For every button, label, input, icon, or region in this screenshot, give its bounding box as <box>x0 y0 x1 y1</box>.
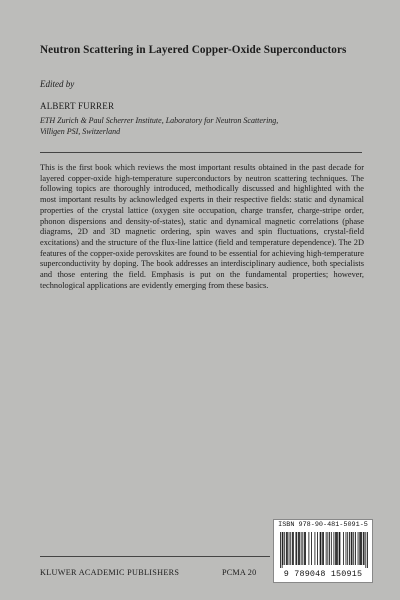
barcode-bar <box>340 532 341 565</box>
barcode-bar <box>361 532 362 565</box>
isbn-label: ISBN 978-90-481-5091-5 <box>278 521 368 529</box>
bottom-divider <box>40 556 270 557</box>
barcode-bar <box>289 532 290 565</box>
barcode-bar <box>351 532 352 565</box>
barcode-bar <box>358 532 359 565</box>
barcode-bar <box>365 532 366 568</box>
barcode-bar <box>331 532 332 565</box>
barcode-bar <box>302 532 303 565</box>
barcode-bar <box>296 532 297 565</box>
barcode-bar <box>347 532 348 565</box>
barcode-bar <box>290 532 291 565</box>
series-number: PCMA 20 <box>222 568 257 577</box>
barcode-bar <box>292 532 293 565</box>
isbn-barcode-block <box>273 519 373 583</box>
barcode-bar <box>299 532 300 565</box>
barcode-bar <box>339 532 340 565</box>
barcode-bar <box>283 532 284 565</box>
barcode-bar <box>326 532 327 565</box>
barcode-bar <box>343 532 344 565</box>
editor-affiliation <box>40 115 340 137</box>
affiliation-line-2: Villigen PSI, Switzerland <box>40 127 121 136</box>
barcode-bar <box>301 532 302 565</box>
affiliation-line-1: ETH Zurich & Paul Scherrer Institute, Laboratory for Neutron Scattering, <box>40 116 279 125</box>
barcode-bar <box>359 532 360 565</box>
barcode-bar <box>335 532 336 565</box>
barcode-bar <box>280 532 281 568</box>
barcode-bar <box>298 532 299 565</box>
barcode-bar <box>337 532 338 565</box>
barcode-bar <box>336 532 337 565</box>
barcode-bar <box>284 532 285 565</box>
barcode-bar <box>367 532 368 568</box>
barcode-bar <box>363 532 364 565</box>
barcode-digits: 9 789048 150915 <box>283 569 363 579</box>
barcode-bar <box>317 532 318 565</box>
barcode-bar <box>308 532 309 565</box>
barcode-bar <box>323 532 324 565</box>
barcode-bar <box>282 532 283 568</box>
barcode-bar <box>327 532 328 565</box>
barcode-bar <box>333 532 334 565</box>
barcode-bar <box>360 532 361 565</box>
barcode-bar <box>293 532 294 565</box>
barcode-bar <box>315 532 316 565</box>
barcode-bar <box>321 532 322 565</box>
barcode-bar <box>320 532 321 565</box>
barcode-bar <box>352 532 353 565</box>
barcode-bar <box>304 532 305 565</box>
barcode-graphic <box>280 532 368 568</box>
book-description: This is the first book which reviews the most important results obtained in the past decade for layered copper-oxide high-temperature superconductors by neutron scattering techniques. The following topics are thoroughly introduced, methodically discussed and highlighted with the most important results by acknowledged experts in their respective fields: static and dynamical properties of the crystal lattice (oxygen site occupation, charge transfer, charge-stripe order, phonon dispersions and density-of-states), static and dynamical magnetic correlations (phase diagrams, 2D and 3D magnetic ordering, spin waves and spin fluctuations, crystal-field excitations) and the structure of the flux-line lattice (field and temperature dependence). The 2D features of the copper-oxide perovskites are found to be essential for achieving high-temperature superconductivity by doping. The book addresses an interdisciplinary audience, both specialists and those entering the field. Emphasis is put on the fundamental properties; however, technological applications are evidently emerging from these basics. <box>40 163 364 290</box>
barcode-bar <box>353 532 354 565</box>
barcode-bar <box>296 532 297 565</box>
barcode-bar <box>305 532 306 565</box>
barcode-bar <box>355 532 356 565</box>
barcode-bar <box>322 532 323 565</box>
book-title: Neutron Scattering in Layered Copper-Oxide Superconductors <box>40 44 347 56</box>
publisher-name: KLUWER ACADEMIC PUBLISHERS <box>40 568 180 577</box>
top-divider <box>40 152 362 153</box>
barcode-bar <box>311 532 312 565</box>
barcode-bar <box>364 532 365 565</box>
editor-name: ALBERT FURRER <box>40 101 115 111</box>
barcode-bar <box>346 532 347 565</box>
barcode-bar <box>287 532 288 565</box>
barcode-bar <box>329 532 330 565</box>
edited-by-label: Edited by <box>40 79 75 89</box>
barcode-bar <box>349 532 350 565</box>
barcode-bar <box>286 532 287 565</box>
